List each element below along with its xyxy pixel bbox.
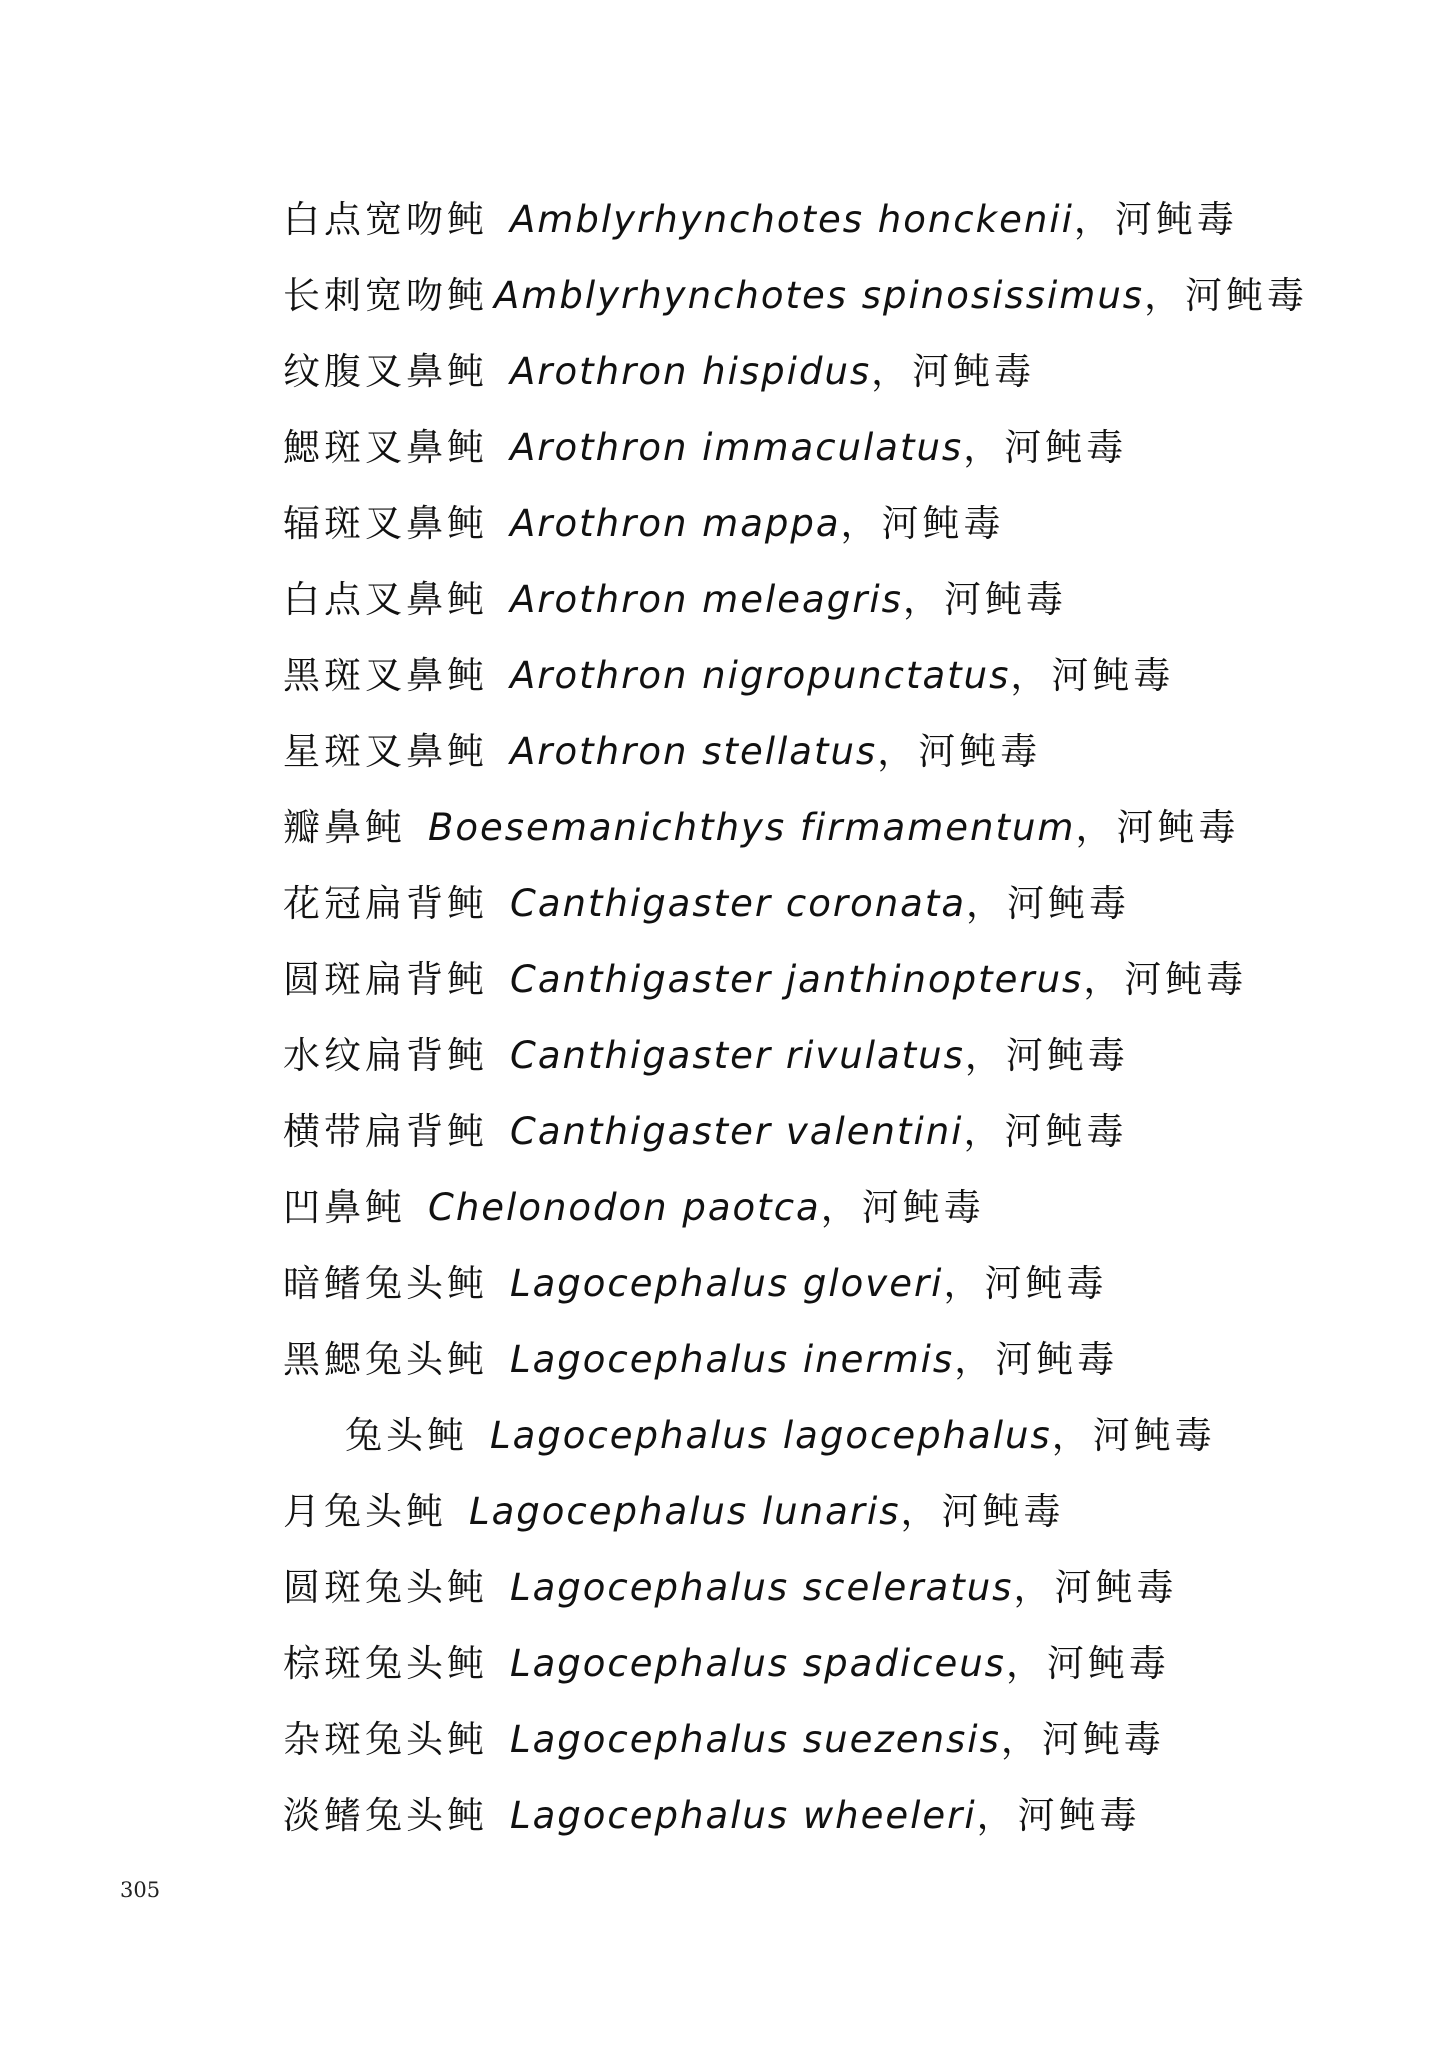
chinese-name: 瓣鼻鲀 — [283, 806, 406, 849]
toxin-type: ，河鲀毒 — [1073, 198, 1238, 241]
chinese-name: 白点宽吻鲀 — [283, 198, 488, 241]
latin-name: Lagocephalus lagocephalus — [490, 1414, 1052, 1457]
species-entry — [283, 410, 1403, 486]
toxin-type: ，河鲀毒 — [943, 1262, 1108, 1305]
species-entry — [283, 790, 1403, 866]
toxin-type: ，河鲀毒 — [1144, 274, 1309, 317]
chinese-name: 凹鼻鲀 — [283, 1186, 406, 1229]
chinese-name: 鰓斑叉鼻鲀 — [283, 426, 488, 469]
chinese-name: 星斑叉鼻鲀 — [283, 730, 488, 773]
chinese-name: 长刺宽吻鲀 — [283, 274, 488, 317]
species-entry — [283, 638, 1403, 714]
toxin-type: ，河鲀毒 — [976, 1794, 1141, 1837]
latin-name: Amblyrhynchotes spinosissimus — [494, 274, 1145, 317]
species-entry — [283, 258, 1403, 334]
latin-name: Arothron nigropunctatus — [510, 654, 1011, 697]
toxin-type: ，河鲀毒 — [1013, 1566, 1178, 1609]
chinese-name: 淡鳍兔头鲀 — [283, 1794, 488, 1837]
chinese-name: 水纹扁背鲀 — [283, 1034, 488, 1077]
latin-name: Canthigaster coronata — [510, 882, 967, 925]
toxin-type: ，河鲀毒 — [1000, 1718, 1165, 1761]
latin-name: Lagocephalus sceleratus — [510, 1566, 1014, 1609]
species-entry — [283, 1474, 1403, 1550]
chinese-name: 黑斑叉鼻鲀 — [283, 654, 488, 697]
chinese-name: 纹腹叉鼻鲀 — [283, 350, 488, 393]
latin-name: Chelonodon paotca — [428, 1186, 821, 1229]
chinese-name: 白点叉鼻鲀 — [283, 578, 488, 621]
latin-name: Boesemanichthys firmamentum — [428, 806, 1076, 849]
species-entry — [283, 1322, 1403, 1398]
chinese-name: 圆斑兔头鲀 — [283, 1566, 488, 1609]
latin-name: Arothron meleagris — [510, 578, 903, 621]
species-entry — [283, 486, 1403, 562]
chinese-name: 花冠扁背鲀 — [283, 882, 488, 925]
toxin-type: ，河鲀毒 — [871, 350, 1036, 393]
latin-name: Arothron mappa — [510, 502, 841, 545]
toxin-type: ，河鲀毒 — [1010, 654, 1175, 697]
toxin-type: ，河鲀毒 — [820, 1186, 985, 1229]
species-entry — [283, 1550, 1403, 1626]
species-entry — [283, 562, 1403, 638]
species-entry — [283, 1018, 1403, 1094]
chinese-name: 杂斑兔头鲀 — [283, 1718, 488, 1761]
species-entry — [283, 1246, 1403, 1322]
chinese-name: 月兔头鲀 — [283, 1490, 447, 1533]
toxin-type: ，河鲀毒 — [966, 882, 1131, 925]
latin-name: Amblyrhynchotes honckenii — [510, 198, 1074, 241]
species-entry — [283, 334, 1403, 410]
species-entry — [283, 182, 1403, 258]
latin-name: Arothron hispidus — [510, 350, 872, 393]
toxin-type: ，河鲀毒 — [840, 502, 1005, 545]
chinese-name: 黑鰓兔头鲀 — [283, 1338, 488, 1381]
species-entry — [283, 1778, 1403, 1854]
toxin-type: ，河鲀毒 — [877, 730, 1042, 773]
toxin-type: ，河鲀毒 — [1075, 806, 1240, 849]
toxin-type: ，河鲀毒 — [1005, 1642, 1170, 1685]
latin-name: Lagocephalus suezensis — [510, 1718, 1001, 1761]
chinese-name: 兔头鲀 — [345, 1414, 468, 1457]
toxin-type: ，河鲀毒 — [900, 1490, 1065, 1533]
toxin-type: ，河鲀毒 — [963, 1110, 1128, 1153]
species-entry — [283, 866, 1403, 942]
latin-name: Lagocephalus wheeleri — [510, 1794, 977, 1837]
species-entry — [283, 1398, 1403, 1474]
species-entry — [283, 1094, 1403, 1170]
species-entry — [283, 714, 1403, 790]
toxin-type: ，河鲀毒 — [1051, 1414, 1216, 1457]
latin-name: Arothron stellatus — [510, 730, 878, 773]
toxin-type: ，河鲀毒 — [963, 426, 1128, 469]
latin-name: Lagocephalus lunaris — [469, 1490, 901, 1533]
toxin-type: ，河鲀毒 — [902, 578, 1067, 621]
species-list — [283, 182, 1403, 1854]
page-number: 305 — [120, 1878, 161, 1902]
species-entry — [283, 1170, 1403, 1246]
species-entry — [283, 1626, 1403, 1702]
chinese-name: 横带扁背鲀 — [283, 1110, 488, 1153]
latin-name: Canthigaster rivulatus — [510, 1034, 965, 1077]
chinese-name: 棕斑兔头鲀 — [283, 1642, 488, 1685]
chinese-name: 圆斑扁背鲀 — [283, 958, 488, 1001]
toxin-type: ，河鲀毒 — [964, 1034, 1129, 1077]
toxin-type: ，河鲀毒 — [1083, 958, 1248, 1001]
latin-name: Lagocephalus inermis — [510, 1338, 955, 1381]
species-entry — [283, 942, 1403, 1018]
toxin-type: ，河鲀毒 — [954, 1338, 1119, 1381]
latin-name: Canthigaster janthinopterus — [510, 958, 1084, 1001]
latin-name: Arothron immaculatus — [510, 426, 964, 469]
chinese-name: 辐斑叉鼻鲀 — [283, 502, 488, 545]
latin-name: Canthigaster valentini — [510, 1110, 964, 1153]
species-entry — [283, 1702, 1403, 1778]
latin-name: Lagocephalus gloveri — [510, 1262, 944, 1305]
latin-name: Lagocephalus spadiceus — [510, 1642, 1006, 1685]
chinese-name: 暗鳍兔头鲀 — [283, 1262, 488, 1305]
